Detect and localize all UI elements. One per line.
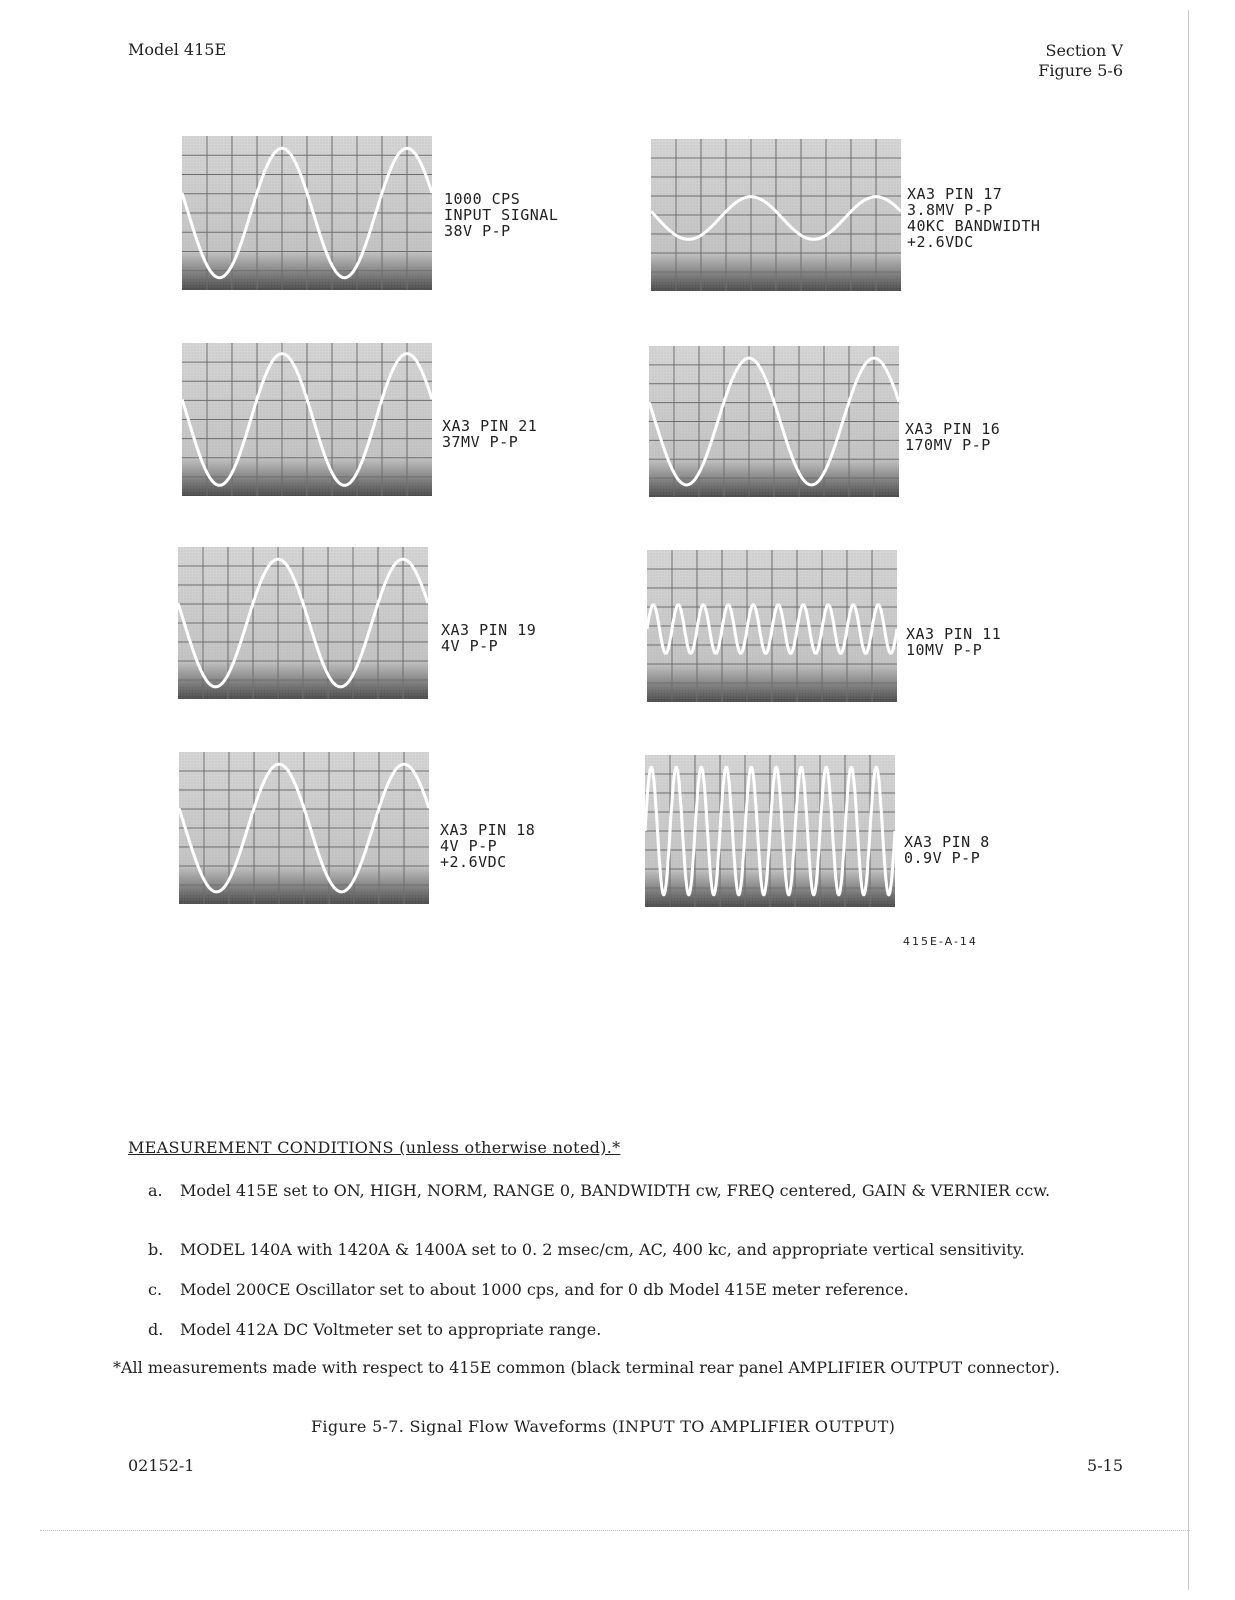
waveform-label-line: 37MV P-P — [442, 433, 519, 451]
waveform-label-line: XA3 PIN 11 — [906, 625, 1002, 643]
condition-item-c — [148, 1280, 1108, 1299]
condition-text: Model 200CE Oscillator set to about 1000 cps, and for 0 db Model 415E meter reference. — [180, 1280, 909, 1299]
bottom-edge-line — [40, 1530, 1190, 1531]
scope-screen — [182, 343, 432, 496]
waveform-label-line: XA3 PIN 16 — [905, 420, 1001, 438]
waveform-label-line: INPUT SIGNAL — [444, 206, 559, 224]
scope-screen — [645, 755, 895, 907]
condition-text: Model 415E set to ON, HIGH, NORM, RANGE 0, BANDWIDTH cw, FREQ centered, GAIN & VERNIER ccw. — [180, 1181, 1051, 1200]
header-section: Section V — [1045, 41, 1123, 60]
condition-item-d — [148, 1320, 1108, 1339]
waveform-label-line: +2.6VDC — [907, 233, 974, 251]
scope-screen — [179, 752, 429, 904]
scope-screen — [651, 139, 901, 291]
waveform-label-w6 — [906, 626, 1001, 658]
condition-text: MODEL 140A with 1420A & 1400A set to 0. 2 msec/cm, AC, 400 kc, and appropriate vertical sensitivity. — [180, 1240, 1025, 1259]
conditions-heading: MEASUREMENT CONDITIONS (unless otherwise noted).* — [128, 1138, 621, 1157]
waveform-label-w3 — [442, 418, 537, 450]
condition-marker: a. — [148, 1181, 163, 1200]
scope-screen — [647, 550, 897, 702]
figure-caption: Figure 5-7. Signal Flow Waveforms (INPUT TO AMPLIFIER OUTPUT) — [311, 1417, 896, 1436]
waveform-label-line: 3.8MV P-P — [907, 201, 993, 219]
condition-text: Model 412A DC Voltmeter set to appropriate range. — [180, 1320, 602, 1339]
waveform-label-w1 — [444, 191, 558, 239]
waveform-label-line: +2.6VDC — [440, 853, 507, 871]
waveform-label-line: 4V P-P — [441, 637, 499, 655]
document-number: 02152-1 — [128, 1456, 195, 1475]
condition-item-b — [148, 1240, 1138, 1259]
waveform-label-w2 — [907, 186, 1040, 250]
waveform-label-line: XA3 PIN 17 — [907, 185, 1003, 203]
waveform-label-line: 1000 CPS — [444, 190, 521, 208]
waveform-label-line: 38V P-P — [444, 222, 511, 240]
waveform-label-line: 0.9V P-P — [904, 849, 981, 867]
scope-trace-w1 — [182, 136, 432, 290]
scope-trace-w2 — [651, 139, 901, 291]
header-figure: Figure 5-6 — [1038, 61, 1123, 80]
waveform-label-line: 170MV P-P — [905, 436, 991, 454]
condition-marker: b. — [148, 1240, 164, 1259]
scope-trace-w8 — [645, 755, 895, 907]
condition-marker: c. — [148, 1280, 163, 1299]
scope-screen — [182, 136, 432, 290]
measurement-note — [113, 1358, 1103, 1377]
scope-trace-w3 — [182, 343, 432, 496]
waveform-label-line: 4V P-P — [440, 837, 498, 855]
header-section-figure — [1038, 41, 1123, 81]
scope-screen — [649, 346, 899, 497]
waveform-label-w8 — [904, 834, 990, 866]
page-number: 5-15 — [1087, 1456, 1123, 1475]
waveform-label-w7 — [440, 822, 535, 870]
scope-trace-w6 — [647, 550, 897, 702]
waveform-label-line: XA3 PIN 8 — [904, 833, 990, 851]
scope-screen — [178, 547, 428, 699]
measurement-note-text: *All measurements made with respect to 415E common (black terminal rear panel AMPLIFIER OUTPUT connector). — [113, 1358, 1060, 1377]
scope-trace-w5 — [178, 547, 428, 699]
figure-code: 415E-A-14 — [903, 935, 978, 948]
scope-trace-w4 — [649, 346, 899, 497]
header-model: Model 415E — [128, 40, 227, 59]
page-edge-line — [1188, 10, 1189, 1590]
condition-marker: d. — [148, 1320, 164, 1339]
waveform-label-line: XA3 PIN 21 — [442, 417, 538, 435]
waveform-label-line: XA3 PIN 19 — [441, 621, 537, 639]
condition-item-a — [148, 1181, 1108, 1200]
waveform-label-line: XA3 PIN 18 — [440, 821, 536, 839]
waveform-label-w5 — [441, 622, 536, 654]
waveform-label-w4 — [905, 421, 1000, 453]
waveform-label-line: 40KC BANDWIDTH — [907, 217, 1041, 235]
waveform-label-line: 10MV P-P — [906, 641, 983, 659]
scope-trace-w7 — [179, 752, 429, 904]
